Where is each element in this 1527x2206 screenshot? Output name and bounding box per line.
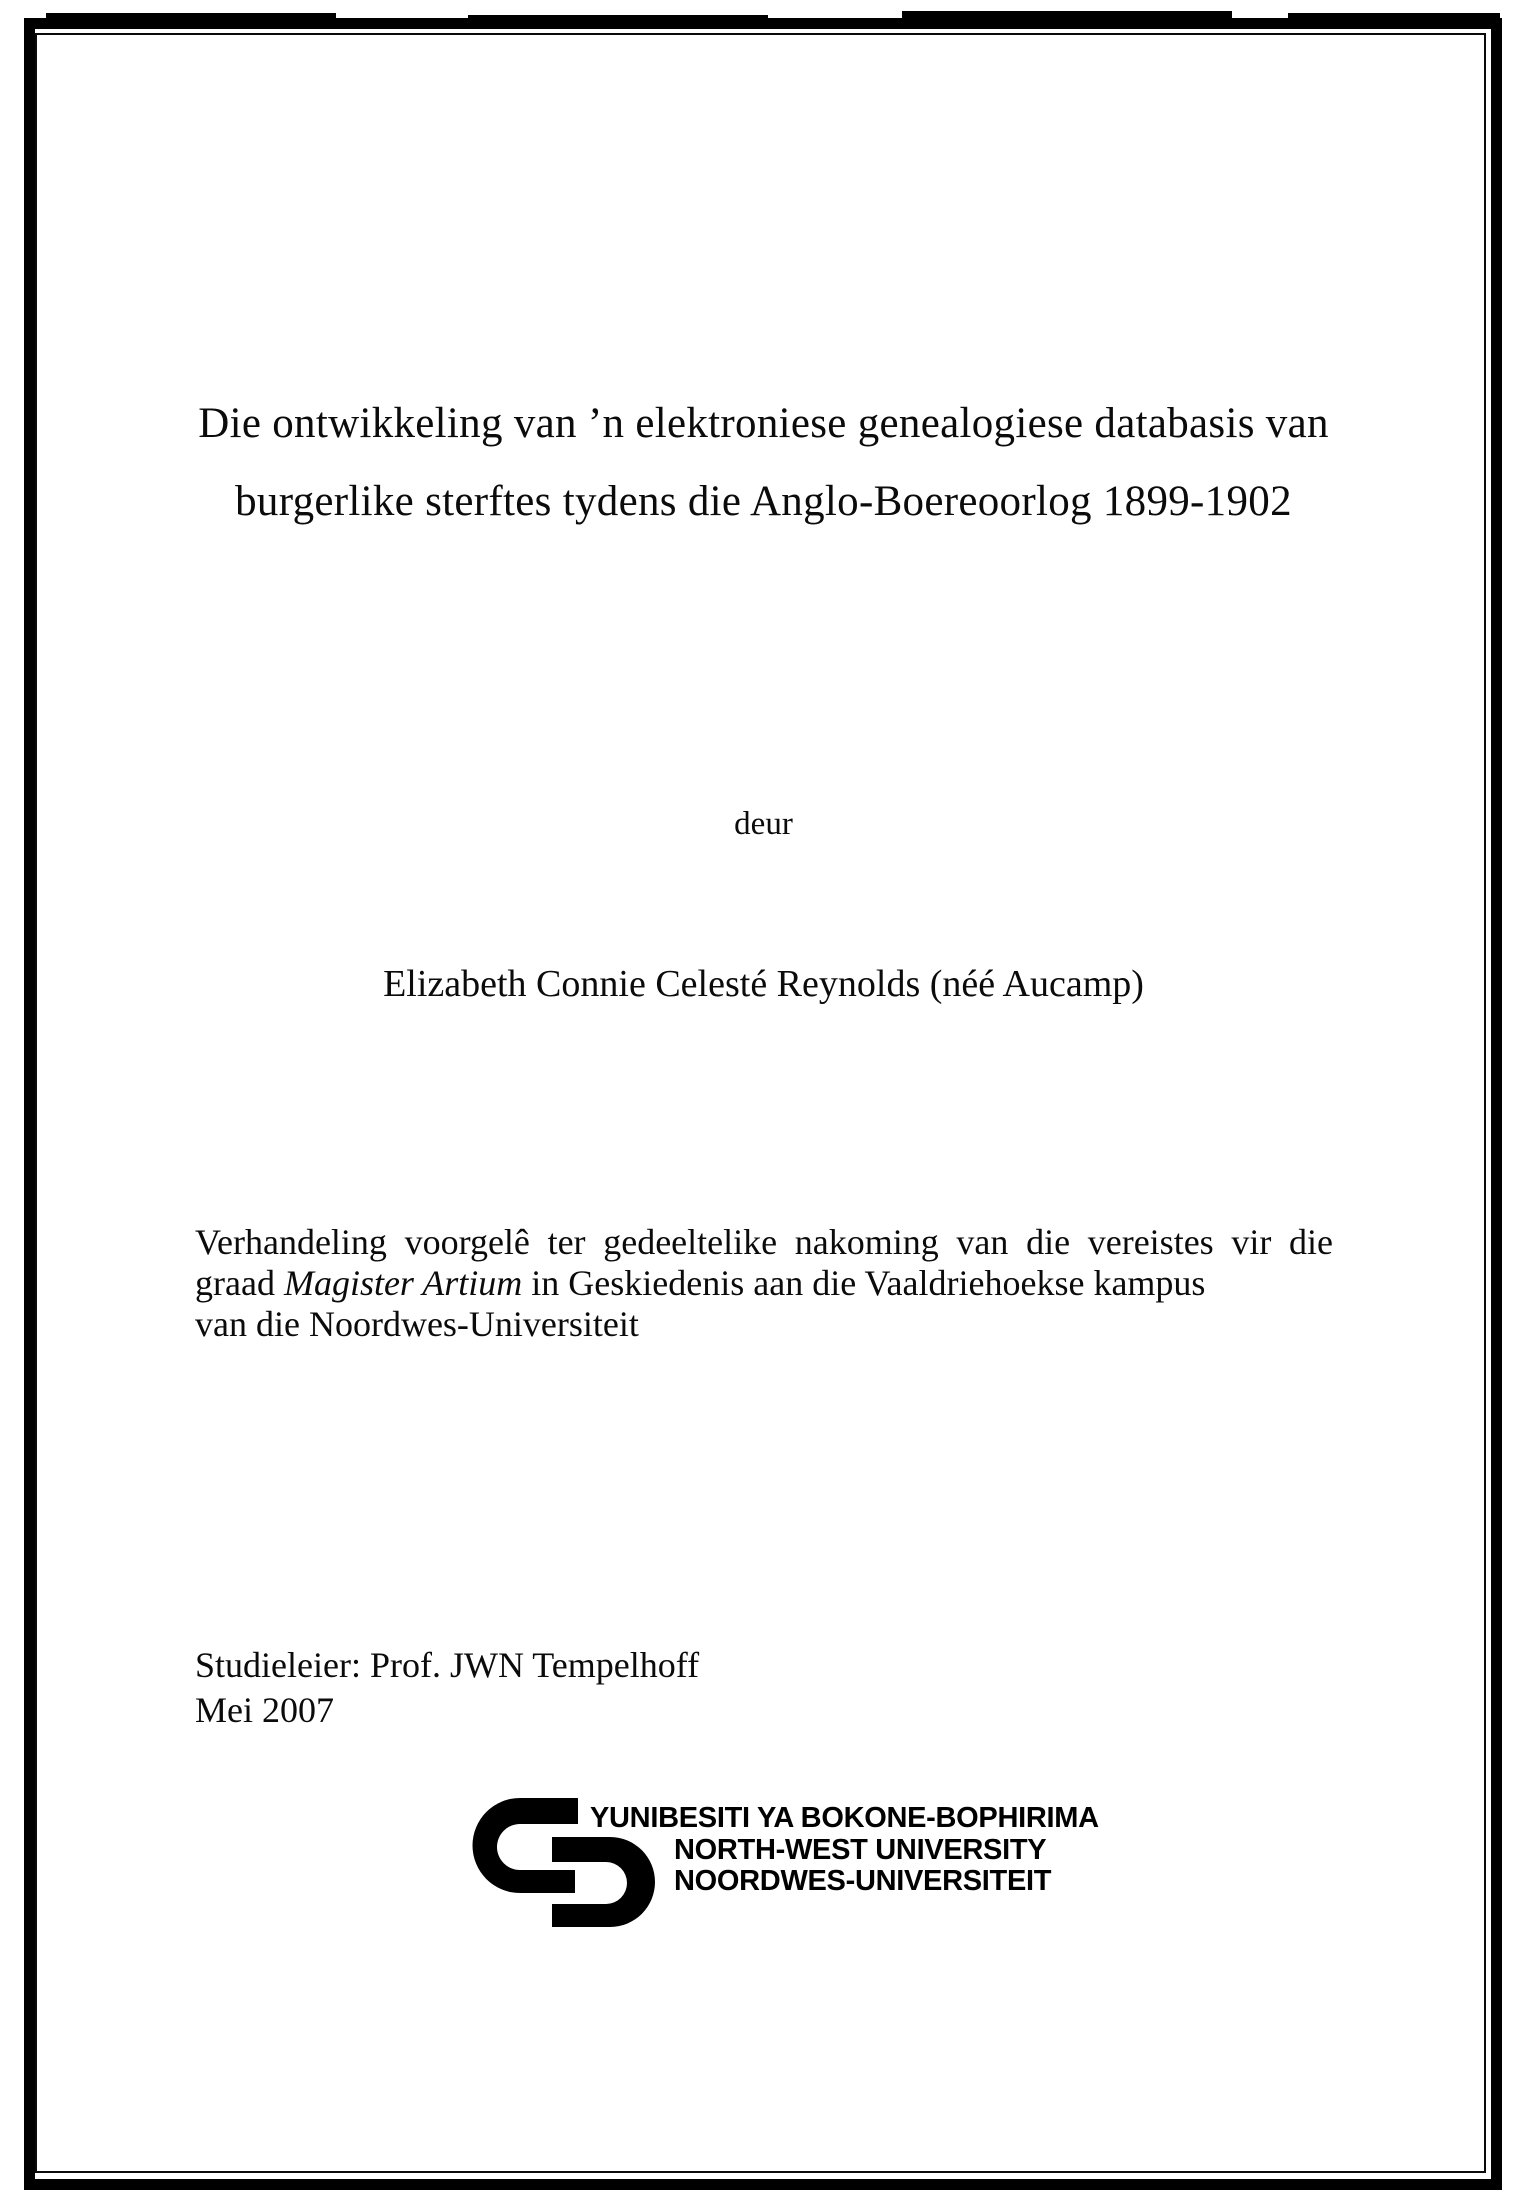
supervisor-block [195, 1643, 699, 1733]
statement-line-3: van die Noordwes-Universiteit [195, 1304, 639, 1344]
logo-text-line-1: YUNIBESITI YA BOKONE-BOPHIRIMA [590, 1802, 1099, 1834]
thesis-title [150, 385, 1377, 541]
university-logo [468, 1795, 1128, 1935]
thesis-title-line-2: burgerlike sterftes tydens die Anglo-Boereoorlog 1899-1902 [235, 478, 1292, 525]
thesis-title-line-1: Die ontwikkeling van ’n elektroniese genealogiese databasis van [198, 400, 1329, 447]
byline-deur: deur [734, 806, 793, 842]
statement-line-2-prefix: graad [195, 1263, 284, 1303]
author-name: Elizabeth Connie Celesté Reynolds (néé Aucamp) [383, 963, 1144, 1005]
statement-line-2-suffix: in Geskiedenis aan die Vaaldriehoekse kampus [522, 1263, 1206, 1303]
date-line: Mei 2007 [195, 1690, 334, 1730]
degree-name-italic: Magister Artium [283, 1263, 523, 1303]
logo-text-line-2: NORTH-WEST UNIVERSITY [674, 1833, 1047, 1866]
thesis-statement [195, 1222, 1333, 1345]
statement-line-2 [195, 1263, 1333, 1304]
university-logo-text [590, 1803, 1099, 1898]
supervisor-line: Studieleier: Prof. JWN Tempelhoff [195, 1645, 700, 1685]
statement-line-1: Verhandeling voorgelê ter gedeeltelike nakoming van die vereistes vir die [195, 1222, 1333, 1262]
logo-text-line-3: NOORDWES-UNIVERSITEIT [674, 1865, 1052, 1897]
